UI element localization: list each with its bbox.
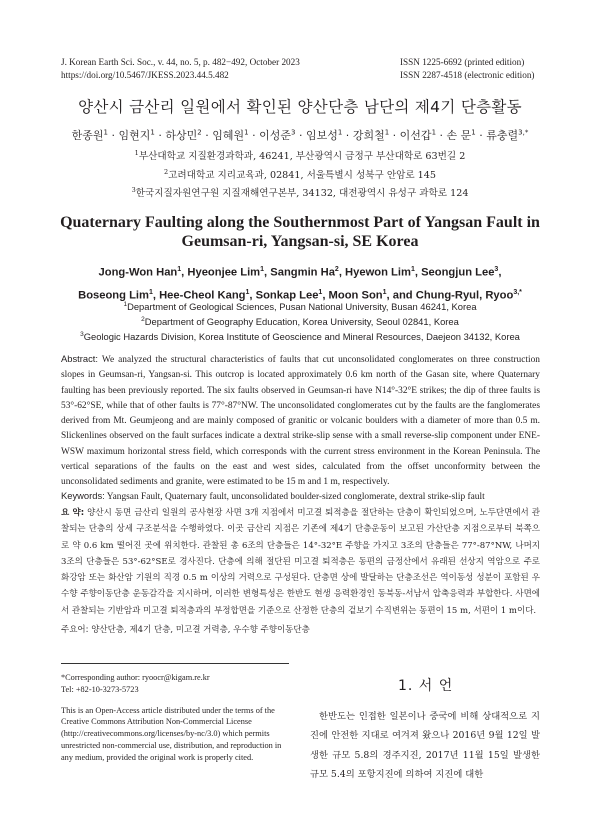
author-affiliation-mark: 1 [260,266,265,273]
author-separator: · [342,129,353,142]
korean-affiliation-text: 부산대학교 지질환경과학과, 46241, 부산광역시 금정구 부산대학로 63번길 2 [138,151,466,163]
korean-author-list [0,127,600,143]
korean-author-name: 이성준 [259,129,291,142]
keywords-text: Yangsan Fault, Quaternary fault, unconsolidated boulder-sized conglomerate, dextral strike-slip fault [106,492,485,502]
korean-author-name: 류충렬 [486,129,519,142]
english-affiliation-text: Department of Geological Sciences, Pusan National University, Busan 46241, Korea [127,301,477,313]
english-author-name: Hee-Cheol Kang [159,289,246,302]
corresponding-phone: Tel: +82-10-3273-5723 [61,684,139,694]
keywords-label: Keywords: [61,490,105,501]
korean-author-name: 임혜원 [212,129,245,142]
affiliation-mark: 2 [164,167,169,176]
author-affiliation-mark: 3,* [518,128,529,137]
author-affiliation-mark: 3 [290,128,296,137]
running-header-right [400,56,534,82]
korean-affiliation-line [0,165,600,184]
korean-author-name: 임현지 [118,129,151,142]
affiliation-mark: 1 [134,149,139,157]
author-separator: , [249,289,256,302]
author-affiliation-mark: 1 [150,128,155,137]
author-affiliation-mark: 1 [103,128,109,137]
author-separator: , [152,289,160,302]
english-title [0,213,600,251]
korean-abstract-text: 양산시 동면 금산리 일원의 공사현장 사면 3개 지점에서 미고결 퇴적층을 절단하는 단층이 확인되었으며, 노두단면에서 관찰되는 단층의 상세 구조분석을 수행하였다. 이곳 금산리 지점은 기존에 제4기 단층운동이 보고된 가산단층 지점으로부터 북쪽으로 약 0.6 km 떨어진 곳에 위치한다. 관찰된 총 6조의 단층들은 14°-32°E 주향을 가지고 3조의 단층들은 77°-87°NW, 나머지 3조의 단층들은 53°-62°SE로 경사진다. 단층에 의해 절단된 미고결 퇴적층은 동편의 금정산에서 유래된 선상지 역암으로 주로 화강암 또는 화산암 기원의 직경 0.5 m 이상의 거력으로 구성된다. 단층면 상에 발달하는 단층조선은 역이동성 성분이 포함된 우수향 주향이동단층 운동감각을 지시하며, 이러한 변형특성은 한반도 현생 응력환경인 동북동-서남서 압축응력과 부합한다. 사면에서 관찰되는 기반암과 미고결 퇴적층과의 부정합면을 기준으로 산정한 단층의 겉보기 수직변위는 동편이 15 m, 서편이 1 m이다. [61,508,541,616]
abstract [61,351,540,491]
affiliation-mark: 3 [80,331,84,339]
english-title-line-1: Quaternary Faulting along the Southernmost Part of Yangsan Fault in [60,214,540,231]
english-author-name: Seongjun Lee [421,266,495,279]
korean-keywords-text: 양산단층, 제4기 단층, 미고결 거력층, 우수향 주향이동단층 [91,625,310,635]
doi-link[interactable]: https://doi.org/10.5467/JKESS.2023.44.5.482 [61,70,229,80]
author-separator: · [154,129,166,142]
author-separator: , [498,266,502,279]
author-affiliation-mark: 1 [431,128,437,137]
english-author-name: Hyeonjee Lim [187,266,261,279]
korean-affiliation-text: 고려대학교 지리교육과, 02841, 서울특별시 성북구 안암로 145 [168,169,436,181]
author-affiliation-mark: 2 [334,266,339,273]
english-affiliation-text: Department of Geography Education, Korea University, Seoul 02841, Korea [144,316,459,328]
english-affiliations [0,298,600,343]
author-affiliation-mark: 1 [244,128,249,137]
korean-author-name: 강희철 [352,129,385,142]
korean-abstract [61,505,540,619]
korean-author-name: 하상민 [165,129,198,142]
footnote-divider [61,663,289,664]
author-separator: · [436,129,447,142]
english-authors-line-1 [0,260,600,283]
author-separator: · [108,129,119,142]
author-affiliation-mark: 1 [382,288,387,296]
affiliation-mark: 1 [123,301,128,308]
english-author-name: Jong-Won Han [98,266,178,279]
author-separator: , [386,289,393,302]
journal-citation: J. Korean Earth Sci. Soc., v. 44, no. 5, p. 482−492, October 2023 [61,57,300,67]
license-notice: This is an Open-Access article distributed under the terms of the Creative Commons Attribution Non-Commercial License (http://creativecommons.org/licenses/by-nc/3.0) which permits unrestricted non-commercial use, distribution, and reproduction in any medium, provided the original work is properly cited. [61,705,282,762]
english-title-line-2: Geumsan-ri, Yangsan-si, SE Korea [181,233,419,250]
english-affiliation-text: Geologic Hazards Division, Korea Institute of Geoscience and Mineral Resources, Daejeon 34132, Korea [83,331,520,343]
english-author-name: Hyewon Lim [345,266,411,279]
author-separator: · [295,129,306,142]
korean-author-name: 임보성 [305,129,338,142]
english-author-name: Moon Son [328,289,383,302]
author-affiliation-mark: 1 [471,128,476,137]
english-author-name: Sonkap Lee [255,289,319,302]
korean-affiliations [0,146,600,202]
korean-keywords [61,623,540,637]
english-affiliation-line [0,298,600,313]
author-affiliation-mark: 1 [148,288,153,296]
author-affiliation-mark: 1 [337,128,343,137]
korean-affiliation-text: 한국지질자원연구원 지질재해연구본부, 34132, 대전광역시 유성구 과학로 124 [135,188,469,200]
footnote [61,672,293,764]
abstract-label: Abstract: [61,353,98,364]
author-affiliation-mark: 1 [410,266,415,273]
author-separator: , [181,266,188,279]
english-affiliation-line [0,328,600,343]
issn-print: ISSN 1225-6692 (printed edition) [400,57,525,67]
author-conjunction: and [392,289,413,302]
affiliation-mark: 2 [141,316,145,324]
author-separator: , [264,266,271,279]
author-affiliation-mark: 2 [197,128,202,137]
section-heading-introduction: 1. 서 언 [398,678,454,694]
corresponding-author: *Corresponding author: ryoocr@kigam.re.kr [61,673,210,682]
introduction-text: 한반도는 인접한 일본이나 중국에 비해 상대적으로 지진에 안전한 지대로 여겨져 왔으나 2016년 9월 12일 발생한 규모 5.8의 경주지진, 2017년 11월 15일 발생한 규모 5.4의 포항지진에 의하여 지진에 대한 [310,711,540,780]
author-separator: · [475,129,487,142]
author-separator: , [414,266,422,279]
author-separator: · [201,129,213,142]
keywords [61,489,540,504]
korean-author-name: 이선갑 [399,129,432,142]
author-affiliation-mark: 3 [494,266,499,273]
author-separator: , [322,289,329,302]
korean-affiliation-line [0,183,600,202]
korean-author-name: 손 문 [446,129,472,142]
running-header-left [61,56,300,82]
author-affiliation-mark: 3,* [513,288,522,296]
author-separator: , [338,266,346,279]
author-affiliation-mark: 1 [384,128,390,137]
affiliation-mark: 3 [131,186,136,195]
korean-keywords-label: 주요어: [61,625,89,635]
author-separator: · [389,129,400,142]
english-author-name: Chung-Ryul, Ryoo [415,289,514,302]
author-separator: · [248,129,260,142]
korean-title: 양산시 금산리 일원에서 확인된 양산단층 남단의 제4기 단층활동 [78,98,522,116]
author-affiliation-mark: 1 [177,266,182,273]
korean-author-name: 한종원 [71,129,104,142]
author-affiliation-mark: 1 [318,288,323,296]
english-affiliation-line [0,313,600,328]
author-affiliation-mark: 1 [245,288,250,296]
english-author-name: Boseong Lim [78,289,149,302]
korean-abstract-label: 요 약: [61,508,85,518]
abstract-text: We analyzed the structural characteristics of faults that cut unconsolidated conglomerates on three construction slopes in Geumsan-ri, Yangsan-si. This outcrop is located approximately 0.6 km north of the Gasan site, where Quaternary faulting has been previously reported. The six faults observed in Geumsan-ri have N14°-32°E strikes; the dip of three faults is 53°-62°SE, while that of other faults is 77°-87°NW. The unconsolidated conglomerates cut by the faults are the fanglomerates derived from Mt. Geumjeong and are mainly composed of granitic or volcanic boulders with a diameter of more than 0.5 m. Slickenlines observed on the fault surfaces indicate a dextral strike-slip sense with a small reverse-slip component under ENE-WSW maximum horizontal stress field, which corresponds with the current stress environment in the Korean Peninsula. The vertical separations of the faults on the east and west sides, calculated from the offset unconformity between the unconsolidated sediments and granite, were estimated to be 15 m and 1 m, respectively. [61,355,540,488]
korean-affiliation-line [0,146,600,165]
english-author-name: Sangmin Ha [270,266,335,279]
issn-electronic: ISSN 2287-4518 (electronic edition) [400,70,535,80]
